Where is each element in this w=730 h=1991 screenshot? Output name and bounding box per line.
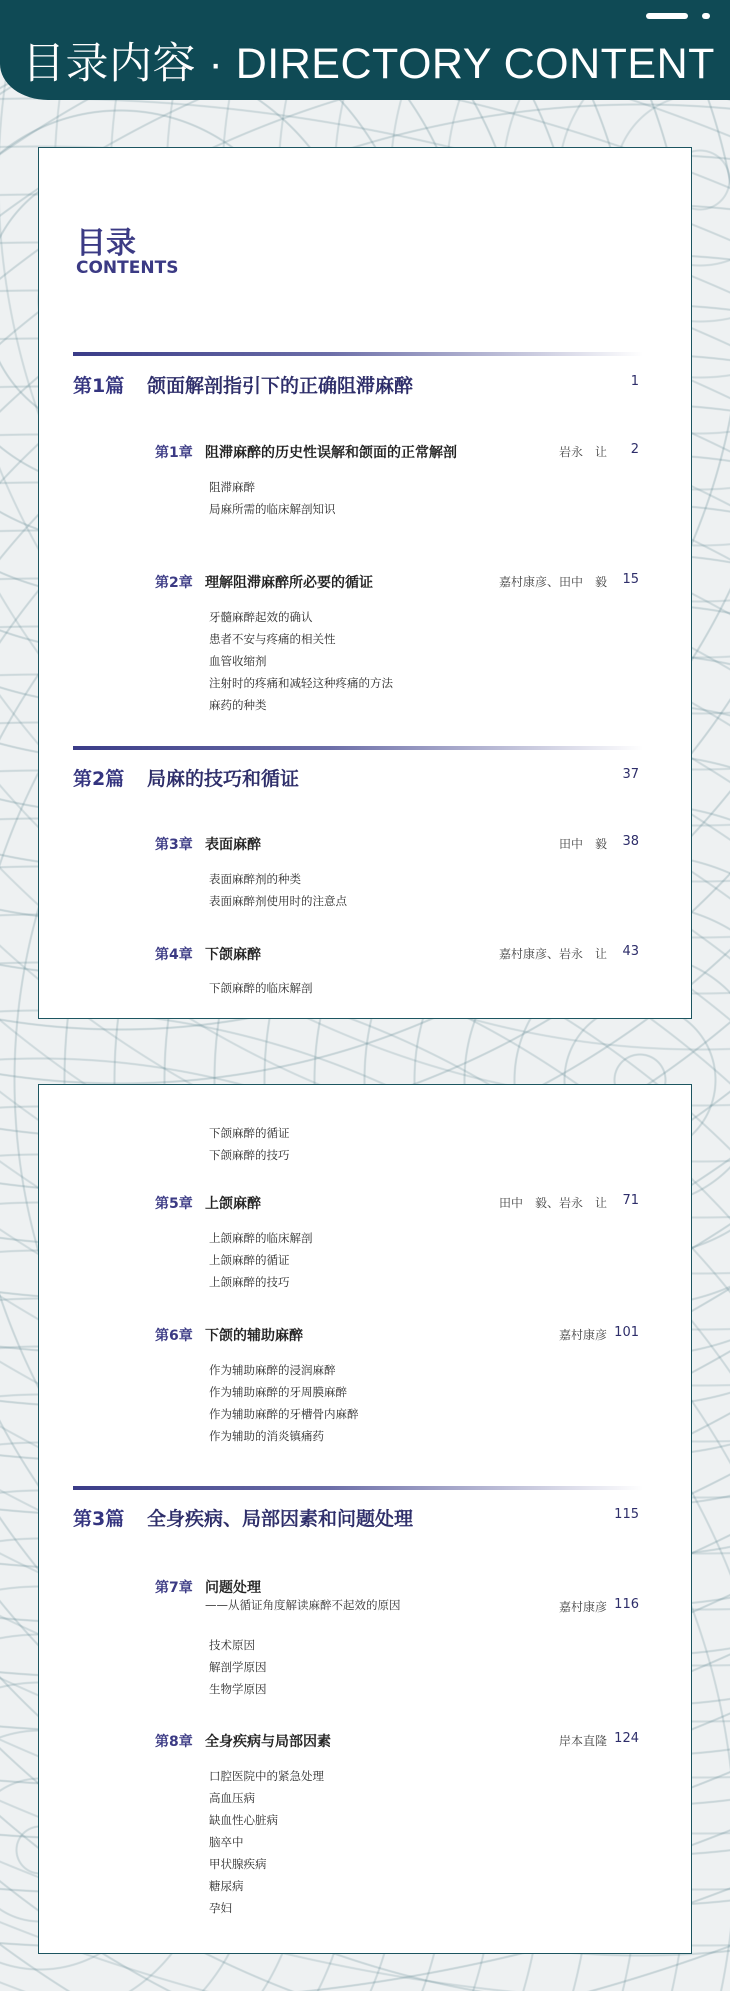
chapter-author: 嘉村康彦、岩永 让 xyxy=(498,947,607,961)
chapter-author: 岩永 让 xyxy=(558,445,607,459)
section-list xyxy=(209,476,336,520)
chapter-page: 101 xyxy=(614,1325,639,1340)
part-divider xyxy=(73,1486,643,1490)
chapter-number: 第7章 xyxy=(155,1580,193,1596)
section-list xyxy=(209,1122,290,1166)
chapter-subtitle: ——从循证角度解读麻醉不起效的原因 xyxy=(205,1598,401,1612)
section-item: 血管收缩剂 xyxy=(209,654,267,668)
section-item: 甲状腺疾病 xyxy=(209,1857,267,1871)
toc-title: 目录 xyxy=(76,226,136,261)
toc-page-2 xyxy=(38,1084,692,1954)
chapter-number: 第3章 xyxy=(155,837,193,853)
part-page: 37 xyxy=(622,767,639,782)
chapter-author: 嘉村康彦 xyxy=(558,1328,607,1342)
section-item: 下颌麻醉的循证 xyxy=(209,1126,290,1140)
part-divider xyxy=(73,746,643,750)
section-item: 孕妇 xyxy=(209,1901,232,1915)
section-list xyxy=(209,1765,324,1919)
part-label: 第1篇 xyxy=(73,375,125,397)
section-item: 牙髓麻醉起效的确认 xyxy=(209,610,313,624)
part-page: 1 xyxy=(630,374,639,389)
chapter-title: 下颌的辅助麻醉 xyxy=(205,1328,303,1344)
section-item: 局麻所需的临床解剖知识 xyxy=(209,502,336,516)
chapter-number: 第8章 xyxy=(155,1734,193,1750)
section-item: 技术原因 xyxy=(209,1638,255,1652)
part-label: 第2篇 xyxy=(73,768,125,790)
chapter-title: 下颌麻醉 xyxy=(205,947,261,963)
section-item: 作为辅助麻醉的牙周膜麻醉 xyxy=(209,1385,347,1399)
part-title: 全身疾病、局部因素和问题处理 xyxy=(147,1508,414,1530)
chapter-author: 田中 毅、岩永 让 xyxy=(498,1196,607,1210)
chapter-page: 43 xyxy=(622,944,639,959)
chapter-page: 124 xyxy=(614,1731,639,1746)
section-item: 高血压病 xyxy=(209,1791,255,1805)
section-item: 作为辅助的消炎镇痛药 xyxy=(209,1429,324,1443)
chapter-page: 71 xyxy=(622,1193,639,1208)
section-item: 下颌麻醉的临床解剖 xyxy=(209,981,313,995)
toc-subtitle: CONTENTS xyxy=(76,258,179,278)
dash-icon xyxy=(646,13,688,19)
section-list xyxy=(209,1634,267,1700)
section-list xyxy=(209,1227,313,1293)
section-item: 生物学原因 xyxy=(209,1682,267,1696)
section-item: 上颌麻醉的循证 xyxy=(209,1253,290,1267)
chapter-title: 表面麻醉 xyxy=(205,837,261,853)
section-item: 患者不安与疼痛的相关性 xyxy=(209,632,336,646)
section-item: 作为辅助麻醉的浸润麻醉 xyxy=(209,1363,336,1377)
chapter-page: 2 xyxy=(630,442,639,457)
chapter-title: 上颌麻醉 xyxy=(205,1196,261,1212)
section-item: 表面麻醉剂使用时的注意点 xyxy=(209,894,347,908)
part-title: 局麻的技巧和循证 xyxy=(147,768,300,790)
chapter-page: 15 xyxy=(622,572,639,587)
chapter-title: 全身疾病与局部因素 xyxy=(205,1734,331,1750)
chapter-title: 问题处理 xyxy=(205,1580,261,1596)
chapter-author: 嘉村康彦 xyxy=(558,1600,607,1614)
section-item: 阻滞麻醉 xyxy=(209,480,255,494)
section-item: 上颌麻醉的技巧 xyxy=(209,1275,290,1289)
section-item: 下颌麻醉的技巧 xyxy=(209,1148,290,1162)
chapter-title: 理解阻滞麻醉所必要的循证 xyxy=(205,575,373,591)
section-item: 口腔医院中的紧急处理 xyxy=(209,1769,324,1783)
part-divider xyxy=(73,352,643,356)
chapter-author: 田中 毅 xyxy=(558,837,607,851)
chapter-page: 116 xyxy=(614,1597,639,1612)
header-title: 目录内容 · DIRECTORY CONTENT xyxy=(22,40,715,88)
section-item: 缺血性心脏病 xyxy=(209,1813,278,1827)
chapter-number: 第6章 xyxy=(155,1328,193,1344)
chapter-number: 第1章 xyxy=(155,445,193,461)
section-list xyxy=(209,606,393,716)
part-label: 第3篇 xyxy=(73,1508,125,1530)
header-decoration xyxy=(638,13,710,21)
chapter-page: 38 xyxy=(622,834,639,849)
section-item: 糖尿病 xyxy=(209,1879,244,1893)
section-item: 上颌麻醉的临床解剖 xyxy=(209,1231,313,1245)
chapter-number: 第2章 xyxy=(155,575,193,591)
section-list xyxy=(209,868,347,912)
section-item: 麻药的种类 xyxy=(209,698,267,712)
header-banner xyxy=(0,0,730,100)
dot-icon xyxy=(702,13,710,19)
chapter-title: 阻滞麻醉的历史性误解和颌面的正常解剖 xyxy=(205,445,457,461)
chapter-number: 第4章 xyxy=(155,947,193,963)
section-list xyxy=(209,977,313,999)
section-item: 作为辅助麻醉的牙槽骨内麻醉 xyxy=(209,1407,359,1421)
toc-page-1 xyxy=(38,147,692,1019)
section-item: 解剖学原因 xyxy=(209,1660,267,1674)
chapter-number: 第5章 xyxy=(155,1196,193,1212)
chapter-author: 嘉村康彦、田中 毅 xyxy=(498,575,607,589)
section-item: 注射时的疼痛和减轻这种疼痛的方法 xyxy=(209,676,393,690)
part-title: 颌面解剖指引下的正确阻滞麻醉 xyxy=(147,375,414,397)
chapter-author: 岸本直隆 xyxy=(558,1734,607,1748)
section-item: 脑卒中 xyxy=(209,1835,244,1849)
section-item: 表面麻醉剂的种类 xyxy=(209,872,301,886)
section-list xyxy=(209,1359,359,1447)
part-page: 115 xyxy=(614,1507,639,1522)
